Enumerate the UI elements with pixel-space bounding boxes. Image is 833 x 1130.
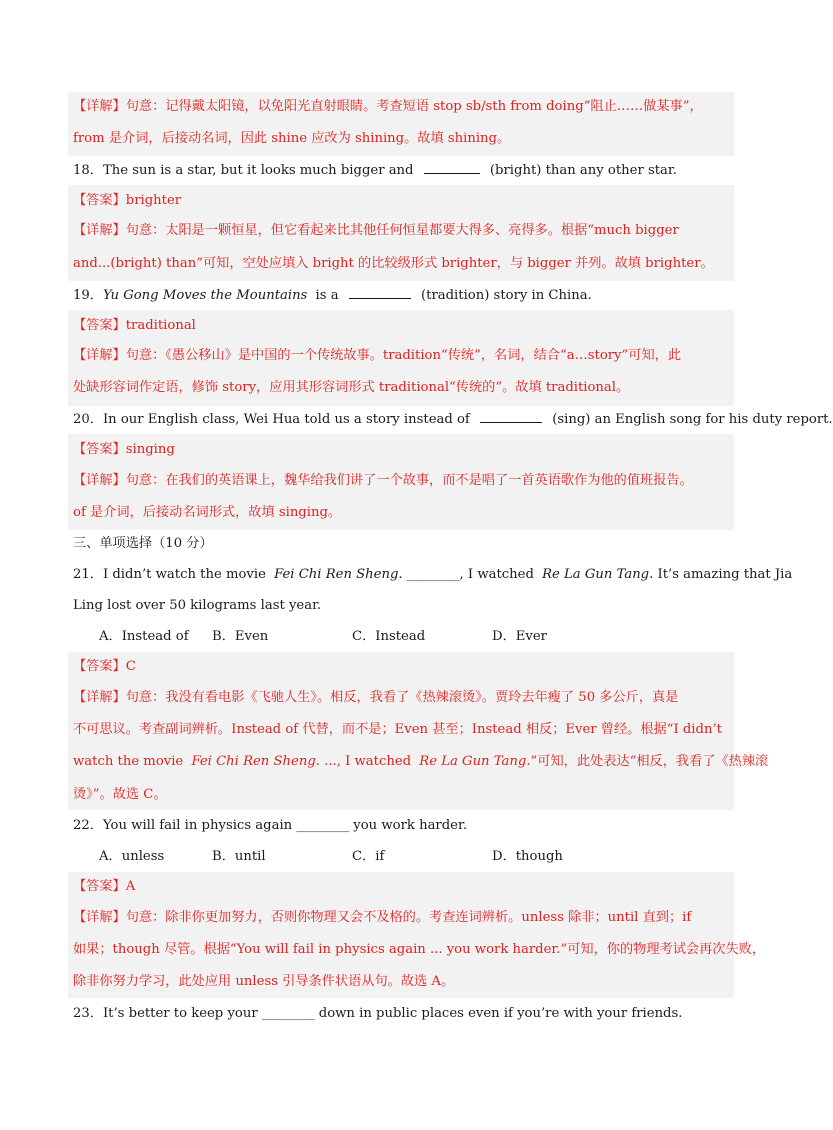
question-21-movie-2: Re La Gun Tang — [542, 567, 650, 582]
explanation-21-line-2: 不可思议。考查副词辨析。Instead of 代替，而不是；Even 甚至；Instead 相反；Ever 曾经。根据“I didn’t — [73, 722, 722, 737]
explanation-21-line-1: 【详解】句意：我没有看电影《飞驰人生》。相反，我看了《热辣滚烫》。贾玲去年瘦了 50 多公斤，真是 — [73, 690, 679, 705]
question-22-option-d: D．though — [492, 849, 563, 864]
question-19-text-a: is a — [315, 288, 339, 303]
explanation-22-line-3: 除非你努力学习，此处应用 unless 引导条件状语从句。故选 A。 — [73, 974, 455, 989]
question-19-blank — [349, 286, 411, 299]
question-21-movie-1: Fei Chi Ren Sheng — [274, 567, 399, 582]
explanation-18-line-2: and...(bright) than”可知，空处应填入 bright 的比较级形式 brighter，与 bigger 并列。故填 brighter。 — [73, 256, 714, 271]
explanation-21-text-a: watch the movie — [73, 754, 184, 769]
question-20-blank — [480, 410, 542, 423]
question-19 — [73, 286, 733, 305]
explanation-20-line-1: 【详解】句意：在我们的英语课上，魏华给我们讲了一个故事，而不是唱了一首英语歌作为他的值班报告。 — [73, 473, 693, 488]
question-18 — [73, 161, 733, 180]
question-22-option-b: B．until — [212, 849, 266, 864]
question-22: 22．You will fail in physics again ________ you work harder. — [73, 818, 468, 833]
question-23: 23．It’s better to keep your ________ down in public places even if you’re with your friends. — [73, 1006, 683, 1021]
answer-21: 【答案】C — [73, 659, 136, 674]
question-20-text-a: 20．In our English class, Wei Hua told us a story instead of — [73, 412, 470, 427]
explanation-17-line-1: 【详解】句意：记得戴太阳镜，以免阳光直射眼睛。考查短语 stop sb/sth from doing“阻止……做某事”， — [73, 99, 703, 114]
question-19-text-b: (tradition) story in China. — [421, 288, 592, 303]
question-18-text-a: 18．The sun is a star, but it looks much bigger and — [73, 163, 414, 178]
explanation-21-text-b: . ..., I watched — [315, 754, 412, 769]
explanation-22-line-2: 如果；though 尽管。根据“You will fail in physics again ... you work harder.”可知，你的物理考试会再次失败， — [73, 942, 766, 957]
answer-22: 【答案】A — [73, 879, 136, 894]
question-20 — [73, 410, 833, 429]
question-19-number: 19． — [73, 288, 103, 303]
question-21-option-d: D．Ever — [492, 629, 547, 644]
explanation-21-line-4: 烫》”。故选 C。 — [73, 787, 167, 802]
question-18-text-b: (bright) than any other star. — [489, 163, 677, 178]
question-19-title: Yu Gong Moves the Mountains — [102, 288, 308, 303]
question-20-text-b: (sing) an English song for his duty report. — [552, 412, 833, 427]
explanation-21-movie-1: Fei Chi Ren Sheng — [191, 754, 316, 769]
explanation-17-line-2: from 是介词，后接动名词，因此 shine 应改为 shining。故填 shining。 — [73, 131, 511, 146]
question-22-option-a: A．unless — [99, 849, 165, 864]
explanation-19-line-2: 处缺形容词作定语，修饰 story，应用其形容词形式 traditional“传统的”。故填 traditional。 — [73, 380, 630, 395]
explanation-18-line-1: 【详解】句意：太阳是一颗恒星，但它看起来比其他任何恒星都要大得多、亮得多。根据“much bigger — [73, 223, 679, 238]
explanation-21-text-c: .”可知，此处表达“相反，我看了《热辣滚 — [526, 754, 769, 769]
answer-18: 【答案】brighter — [73, 193, 182, 208]
question-21-option-a: A．Instead of — [99, 629, 189, 644]
answer-20: 【答案】singing — [73, 442, 175, 457]
question-21-text-b: . ________, I watched — [398, 567, 534, 582]
explanation-21-line-3 — [73, 753, 769, 771]
question-21-text-a: 21．I didn’t watch the movie — [73, 567, 266, 582]
question-18-blank — [424, 161, 480, 174]
question-21-line-2: Ling lost over 50 kilograms last year. — [73, 598, 322, 613]
section-heading-3: 三、单项选择（10 分） — [73, 536, 213, 551]
explanation-20-line-2: of 是介词，后接动名词形式，故填 singing。 — [73, 505, 342, 520]
question-21-line-1 — [73, 566, 793, 584]
explanation-22-line-1: 【详解】句意：除非你更加努力，否则你物理又会不及格的。考查连词辨析。unless 除非；until 直到；if — [73, 910, 692, 925]
explanation-19-line-1: 【详解】句意：《愚公移山》是中国的一个传统故事。tradition“传统”，名词，结合“a…story”可知，此 — [73, 348, 681, 363]
question-21-option-b: B．Even — [212, 629, 269, 644]
question-21-text-c: . It’s amazing that Jia — [649, 567, 793, 582]
answer-19: 【答案】traditional — [73, 318, 196, 333]
question-22-option-c: C．if — [352, 849, 385, 864]
explanation-21-movie-2: Re La Gun Tang — [419, 754, 527, 769]
question-21-option-c: C．Instead — [352, 629, 426, 644]
